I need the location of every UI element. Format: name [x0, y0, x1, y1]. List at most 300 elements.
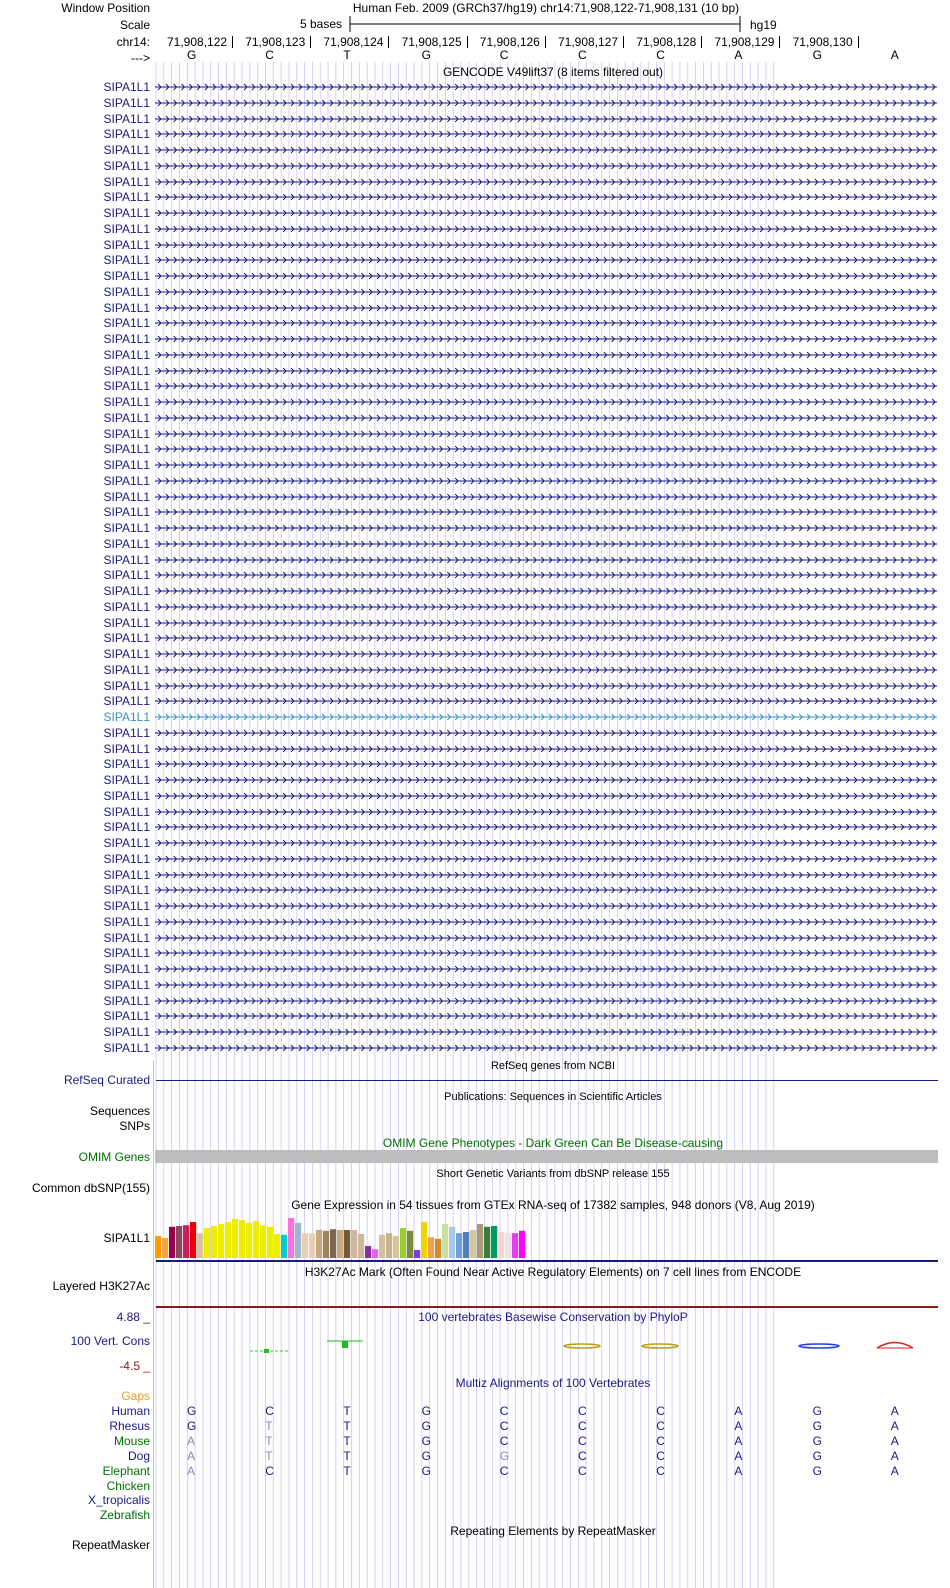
gtex-tissue-bar[interactable]	[323, 1231, 329, 1258]
window-position-label: Window Position	[61, 1, 150, 15]
gencode-transcript-label[interactable]: SIPA1L1	[103, 284, 150, 299]
gencode-transcript-line[interactable]	[155, 316, 939, 330]
species-label[interactable]: Chicken	[106, 1478, 150, 1493]
gtex-baseline	[156, 1260, 938, 1262]
gencode-transcript-line[interactable]	[155, 159, 939, 173]
alignment-base: T	[343, 1418, 351, 1433]
gencode-transcript-line[interactable]	[155, 962, 939, 976]
dbsnp-track-label[interactable]: Common dbSNP(155)	[31, 1181, 150, 1195]
refseq-track-label[interactable]: RefSeq Curated	[63, 1073, 150, 1087]
alignment-base: G	[421, 1404, 431, 1418]
species-label[interactable]: Mouse	[113, 1433, 150, 1448]
ruler-tick	[545, 36, 546, 48]
gencode-track-title[interactable]: GENCODE V49lift37 (8 items filtered out)	[442, 65, 664, 79]
ruler-tick	[779, 36, 780, 48]
gencode-transcript-line[interactable]	[155, 1041, 939, 1055]
species-label[interactable]: Zebrafish	[99, 1508, 150, 1523]
gencode-transcript-label[interactable]: SIPA1L1	[103, 300, 150, 315]
gencode-transcript-label[interactable]: SIPA1L1	[103, 363, 150, 378]
alignment-base: A	[734, 1448, 743, 1463]
gencode-transcript-line[interactable]	[155, 143, 939, 157]
gencode-transcript-label[interactable]: SIPA1L1	[103, 536, 150, 551]
species-label[interactable]: X_tropicalis	[87, 1493, 150, 1508]
ruler-tick	[858, 36, 859, 48]
alignment-base: C	[499, 1404, 509, 1418]
phylop-mark-c2	[564, 1344, 600, 1348]
gencode-transcript-line[interactable]	[155, 820, 939, 834]
phylop-graph[interactable]	[155, 1325, 939, 1375]
gtex-tissue-bar[interactable]	[204, 1228, 210, 1258]
alignment-base: G	[421, 1463, 431, 1478]
gtex-tissue-bar[interactable]	[358, 1234, 364, 1258]
gtex-tissue-bar[interactable]	[505, 1233, 511, 1258]
gencode-transcript-line[interactable]	[155, 206, 939, 220]
reference-base: C	[265, 48, 274, 62]
gtex-tissue-bar[interactable]	[239, 1220, 245, 1258]
gencode-transcript-line[interactable]	[155, 553, 939, 567]
assembly-position-text: Human Feb. 2009 (GRCh37/hg19) chr14:71,908,122-71,908,131 (10 bp)	[352, 1, 740, 15]
alignment-base: G	[812, 1463, 822, 1478]
gencode-transcript-line[interactable]	[155, 584, 939, 598]
phylop-track-label[interactable]: 100 Vert. Cons	[70, 1334, 150, 1348]
gencode-transcript-label[interactable]: SIPA1L1	[103, 946, 150, 961]
ruler-tick	[467, 36, 468, 48]
gencode-transcript-line[interactable]	[155, 931, 939, 945]
gencode-transcript-line[interactable]	[155, 836, 939, 850]
alignment-base: C	[499, 1463, 509, 1478]
gtex-tissue-bar[interactable]	[211, 1226, 217, 1258]
gencode-transcript-label[interactable]: SIPA1L1	[103, 269, 150, 283]
gtex-track-title[interactable]: Gene Expression in 54 tissues from GTEx RNA-seq of 17382 samples, 948 donors (V8, Aug 2019)	[291, 1198, 815, 1212]
gtex-tissue-bar[interactable]	[316, 1230, 322, 1258]
gencode-transcript-label[interactable]: SIPA1L1	[103, 237, 150, 252]
publications-label-snps[interactable]: SNPs	[119, 1119, 150, 1133]
gtex-tissue-bar[interactable]	[337, 1230, 343, 1258]
gencode-transcript-label[interactable]: SIPA1L1	[103, 143, 150, 157]
gencode-transcript-label[interactable]: SIPA1L1	[103, 505, 150, 520]
publications-label-sequences[interactable]: Sequences	[89, 1104, 150, 1118]
alignment-base: T	[343, 1463, 351, 1478]
alignment-base: G	[187, 1418, 197, 1433]
gencode-transcript-line[interactable]	[155, 112, 939, 126]
phylop-mark-t	[327, 1341, 363, 1348]
gtex-tissue-bar[interactable]	[267, 1227, 273, 1258]
gencode-transcript-line[interactable]	[155, 568, 939, 582]
gencode-transcript-line[interactable]	[155, 190, 939, 204]
gencode-transcript-line[interactable]	[155, 537, 939, 551]
omim-track-label[interactable]: OMIM Genes	[78, 1150, 150, 1164]
h3k27ac-track-title[interactable]: H3K27Ac Mark (Often Found Near Active Regulatory Elements) on 7 cell lines from ENCODE	[304, 1265, 802, 1279]
species-label[interactable]: Human	[111, 1404, 150, 1418]
gtex-tissue-bar[interactable]	[344, 1230, 350, 1258]
gtex-tissue-bar[interactable]	[260, 1225, 266, 1258]
gencode-transcript-label[interactable]: SIPA1L1	[103, 930, 150, 945]
gencode-transcript-line[interactable]	[155, 395, 939, 409]
alignment-base: T	[265, 1418, 273, 1433]
gencode-transcript-label[interactable]: SIPA1L1	[103, 631, 150, 646]
gencode-transcript-label[interactable]: SIPA1L1	[103, 410, 150, 425]
dbsnp-track-title[interactable]: Short Genetic Variants from dbSNP release 155	[436, 1168, 670, 1180]
gtex-tissue-bar[interactable]	[253, 1221, 259, 1258]
omim-gene-bar[interactable]	[155, 1150, 938, 1163]
gtex-tissue-bar[interactable]	[155, 1236, 161, 1258]
gencode-transcript-line[interactable]	[155, 348, 939, 362]
ruler-position: 71,908,129	[714, 35, 775, 49]
gencode-transcript-label[interactable]: SIPA1L1	[103, 221, 150, 236]
gtex-tissue-bar[interactable]	[246, 1223, 252, 1258]
species-label[interactable]: Rhesus	[109, 1418, 150, 1433]
gtex-tissue-bar[interactable]	[428, 1237, 434, 1258]
gtex-tissue-bar[interactable]	[379, 1235, 385, 1258]
gencode-transcript-label[interactable]: SIPA1L1	[103, 379, 150, 394]
gencode-transcript-label[interactable]: SIPA1L1	[103, 662, 150, 677]
gencode-transcript-label[interactable]: SIPA1L1	[103, 647, 150, 661]
ruler-position: 71,908,126	[479, 35, 540, 49]
gencode-transcript-label[interactable]: SIPA1L1	[103, 899, 150, 913]
gencode-transcript-label[interactable]: SIPA1L1	[103, 993, 150, 1008]
ruler-position: 71,908,125	[401, 35, 462, 49]
gencode-transcript-line[interactable]	[155, 364, 939, 378]
alignment-base: A	[890, 1418, 899, 1433]
ruler-tick	[623, 36, 624, 48]
publications-track-title[interactable]: Publications: Sequences in Scientific Articles	[444, 1091, 662, 1103]
gtex-tissue-bar[interactable]	[232, 1219, 238, 1258]
gencode-transcript-label[interactable]: SIPA1L1	[103, 804, 150, 819]
gtex-tissue-bar[interactable]	[176, 1226, 182, 1258]
gtex-track-label[interactable]: SIPA1L1	[103, 1231, 150, 1245]
gaps-label[interactable]: Gaps	[121, 1389, 150, 1403]
gencode-transcript-line[interactable]	[155, 253, 939, 267]
alignment-base: T	[265, 1448, 273, 1463]
alignment-base: C	[265, 1463, 274, 1478]
gencode-transcript-label[interactable]: SIPA1L1	[103, 867, 150, 882]
reference-base: C	[656, 48, 665, 62]
gencode-transcript-label[interactable]: SIPA1L1	[103, 1040, 150, 1055]
gencode-transcript-line[interactable]	[155, 868, 939, 882]
alignment-base: G	[812, 1404, 822, 1418]
gencode-transcript-label[interactable]: SIPA1L1	[103, 599, 150, 614]
gtex-tissue-bar[interactable]	[274, 1234, 280, 1258]
gencode-transcript-line[interactable]	[155, 915, 939, 929]
gtex-tissue-bar[interactable]	[491, 1226, 497, 1258]
gencode-transcript-label[interactable]: SIPA1L1	[103, 773, 150, 787]
phylop-mark-c3	[642, 1344, 678, 1348]
multiz-track-title[interactable]: Multiz Alignments of 100 Vertebrates	[455, 1376, 651, 1390]
db-text: hg19	[750, 18, 777, 32]
gtex-tissue-bar[interactable]	[351, 1230, 357, 1258]
gencode-transcript-label[interactable]: SIPA1L1	[103, 80, 150, 94]
species-label[interactable]: Dog	[127, 1448, 150, 1463]
reference-base: A	[890, 48, 899, 62]
gencode-transcript-line[interactable]	[155, 789, 939, 803]
gtex-tissue-bar[interactable]	[477, 1224, 483, 1258]
gtex-tissue-bar[interactable]	[281, 1235, 287, 1258]
gencode-transcript-line[interactable]	[155, 946, 939, 960]
gtex-tissue-bar[interactable]	[162, 1238, 168, 1258]
h3k27ac-track-label[interactable]: Layered H3K27Ac	[52, 1279, 150, 1293]
gencode-transcript-line[interactable]	[155, 883, 939, 897]
gtex-tissue-bar[interactable]	[463, 1232, 469, 1258]
gencode-transcript-label[interactable]: SIPA1L1	[103, 552, 150, 567]
gencode-transcript-line[interactable]	[155, 411, 939, 425]
gtex-tissue-bar[interactable]	[400, 1228, 406, 1258]
alignment-base: G	[421, 1418, 431, 1433]
gtex-tissue-bar[interactable]	[365, 1246, 371, 1258]
gencode-transcript-label[interactable]: SIPA1L1	[103, 95, 150, 110]
alignment-base: C	[499, 1418, 509, 1433]
alignment-base: C	[656, 1448, 665, 1463]
scale-text: 5 bases	[300, 17, 343, 31]
gencode-transcript-label[interactable]: SIPA1L1	[103, 395, 150, 409]
alignment-base: A	[734, 1463, 743, 1478]
alignment-base: T	[343, 1433, 351, 1448]
gtex-tissue-bar[interactable]	[449, 1227, 455, 1258]
alignment-base: A	[890, 1463, 899, 1478]
alignment-base: A	[187, 1463, 196, 1478]
gencode-transcript-line[interactable]	[155, 175, 939, 189]
gencode-transcript-label[interactable]: SIPA1L1	[103, 962, 150, 976]
alignment-base: G	[421, 1448, 431, 1463]
gencode-transcript-line[interactable]	[155, 222, 939, 236]
gencode-transcript-line[interactable]	[155, 285, 939, 299]
gencode-transcript-line[interactable]	[155, 505, 939, 519]
gtex-tissue-bar[interactable]	[470, 1230, 476, 1258]
gtex-tissue-bar[interactable]	[498, 1232, 504, 1258]
gencode-transcript-label[interactable]: SIPA1L1	[103, 190, 150, 205]
gtex-tissue-bar[interactable]	[456, 1233, 462, 1258]
gencode-transcript-label[interactable]: SIPA1L1	[103, 1025, 150, 1039]
gencode-transcript-label[interactable]: SIPA1L1	[103, 914, 150, 929]
label-separator	[153, 1060, 154, 1588]
alignment-base: G	[812, 1433, 822, 1448]
gencode-transcript-label[interactable]: SIPA1L1	[103, 347, 150, 362]
reference-base: G	[812, 48, 822, 62]
gencode-transcript-line[interactable]	[155, 332, 939, 346]
gencode-transcript-line[interactable]	[155, 726, 939, 740]
ruler-position: 71,908,122	[167, 35, 228, 49]
gtex-expression-chart[interactable]	[155, 1212, 535, 1260]
gencode-transcript-label[interactable]: SIPA1L1	[103, 442, 150, 457]
gencode-transcript-line[interactable]	[155, 852, 939, 866]
gtex-tissue-bar[interactable]	[512, 1233, 518, 1258]
gencode-transcript-label[interactable]: SIPA1L1	[103, 788, 150, 803]
gencode-transcript-line[interactable]	[155, 521, 939, 535]
gencode-transcript-line[interactable]	[155, 301, 939, 315]
chrom-label: chr14:	[116, 35, 150, 49]
gencode-transcript-line[interactable]	[155, 379, 939, 393]
gtex-tissue-bar[interactable]	[288, 1218, 294, 1258]
gencode-transcript-label[interactable]: SIPA1L1	[103, 977, 150, 992]
gencode-transcript-label[interactable]: SIPA1L1	[103, 710, 150, 724]
gencode-transcript-line[interactable]	[155, 710, 939, 724]
alignment-base: C	[578, 1448, 587, 1463]
gencode-transcript-line[interactable]	[155, 442, 939, 456]
gencode-transcript-line[interactable]	[155, 994, 939, 1008]
ruler-position: 71,908,130	[792, 35, 853, 49]
gtex-tissue-bar[interactable]	[407, 1231, 413, 1258]
gencode-transcript-label[interactable]: SIPA1L1	[103, 521, 150, 535]
alignment-base: C	[578, 1418, 587, 1433]
gencode-transcript-label[interactable]: SIPA1L1	[103, 694, 150, 709]
alignment-base: G	[499, 1448, 510, 1463]
alignment-base: A	[734, 1433, 743, 1448]
gtex-tissue-bar[interactable]	[295, 1223, 301, 1258]
gtex-tissue-bar[interactable]	[330, 1229, 336, 1258]
gencode-transcript-label[interactable]: SIPA1L1	[103, 568, 150, 583]
gencode-transcript-line[interactable]	[155, 600, 939, 614]
alignment-base: C	[656, 1418, 665, 1433]
phylop-track-title[interactable]: 100 vertebrates Basewise Conservation by PhyloP	[418, 1310, 688, 1324]
gencode-transcript-line[interactable]	[155, 490, 939, 504]
alignment-base: C	[578, 1404, 587, 1418]
reference-base: G	[187, 48, 197, 62]
refseq-track-title[interactable]: RefSeq genes from NCBI	[490, 1060, 616, 1072]
gencode-transcript-label[interactable]: SIPA1L1	[103, 332, 150, 346]
gencode-transcript-label[interactable]: SIPA1L1	[103, 458, 150, 472]
gencode-transcript-label[interactable]: SIPA1L1	[103, 1009, 150, 1024]
gtex-tissue-bar[interactable]	[414, 1250, 420, 1258]
gencode-transcript-line[interactable]	[155, 694, 939, 708]
gencode-transcript-line[interactable]	[155, 773, 939, 787]
gencode-transcript-line[interactable]	[155, 269, 939, 283]
gencode-transcript-label[interactable]: SIPA1L1	[103, 316, 150, 331]
gencode-transcript-line[interactable]	[155, 1025, 939, 1039]
gencode-transcript-label[interactable]: SIPA1L1	[103, 426, 150, 441]
repeatmasker-track-title[interactable]: Repeating Elements by RepeatMasker	[450, 1524, 656, 1538]
h3k27ac-baseline	[156, 1306, 938, 1308]
alignment-base: T	[343, 1404, 351, 1418]
gencode-transcript-line[interactable]	[155, 631, 939, 645]
gencode-transcript-line[interactable]	[155, 899, 939, 913]
gtex-tissue-bar[interactable]	[372, 1249, 378, 1258]
alignment-base: T	[343, 1448, 351, 1463]
gtex-tissue-bar[interactable]	[484, 1227, 490, 1258]
scale-label: Scale	[119, 18, 150, 32]
gencode-transcript-label[interactable]: SIPA1L1	[103, 883, 150, 898]
ruler-tick	[388, 36, 389, 48]
ruler-position: 71,908,124	[323, 35, 384, 49]
alignment-base: G	[812, 1418, 822, 1433]
gtex-tissue-bar[interactable]	[183, 1225, 189, 1258]
alignment-base: G	[421, 1433, 431, 1448]
gencode-transcript-line[interactable]	[155, 127, 939, 141]
gencode-transcript-line[interactable]	[155, 978, 939, 992]
ruler-tick	[232, 36, 233, 48]
gencode-transcript-label[interactable]: SIPA1L1	[103, 836, 150, 850]
alignment-base: C	[656, 1433, 665, 1448]
gtex-tissue-bar[interactable]	[197, 1233, 203, 1258]
reference-base: A	[734, 48, 743, 62]
gencode-transcript-line[interactable]	[155, 238, 939, 252]
gencode-transcript-label[interactable]: SIPA1L1	[103, 820, 150, 835]
gencode-transcript-line[interactable]	[155, 616, 939, 630]
ruler-position: 71,908,127	[558, 35, 619, 49]
phylop-mark-c	[250, 1349, 288, 1353]
reference-base: T	[343, 48, 351, 62]
gencode-transcript-label[interactable]: SIPA1L1	[103, 741, 150, 756]
gtex-tissue-bar[interactable]	[435, 1239, 441, 1258]
gencode-transcript-line[interactable]	[155, 458, 939, 472]
ruler-tick	[310, 36, 311, 48]
ruler-position: 71,908,123	[245, 35, 306, 49]
phylop-max-label: 4.88 _	[116, 1310, 150, 1324]
gtex-tissue-bar[interactable]	[225, 1222, 231, 1258]
gencode-transcript-label[interactable]: SIPA1L1	[103, 111, 150, 126]
phylop-mark-a	[877, 1343, 913, 1349]
gtex-tissue-bar[interactable]	[169, 1227, 175, 1258]
alignment-base: C	[265, 1404, 274, 1418]
alignment-base: A	[187, 1448, 196, 1463]
reference-base: C	[578, 48, 587, 62]
ruler-tick	[701, 36, 702, 48]
gencode-transcript-label[interactable]: SIPA1L1	[103, 678, 150, 693]
alignment-base: A	[187, 1433, 196, 1448]
gencode-transcript-line[interactable]	[155, 474, 939, 488]
gencode-transcript-label[interactable]: SIPA1L1	[103, 489, 150, 504]
alignment-base: C	[578, 1463, 587, 1478]
ruler-position: 71,908,128	[636, 35, 697, 49]
alignment-base: C	[656, 1463, 665, 1478]
gencode-transcript-line[interactable]	[155, 80, 939, 94]
phylop-mark-g	[799, 1344, 839, 1348]
alignment-base: G	[187, 1404, 197, 1418]
gencode-transcript-line[interactable]	[155, 742, 939, 756]
alignment-base: A	[890, 1404, 899, 1418]
gencode-transcript-label[interactable]: SIPA1L1	[103, 253, 150, 268]
gtex-tissue-bar[interactable]	[218, 1224, 224, 1258]
repeatmasker-track-label[interactable]: RepeatMasker	[71, 1538, 150, 1552]
reference-base: G	[421, 48, 431, 62]
gtex-tissue-bar[interactable]	[190, 1222, 196, 1258]
gtex-tissue-bar[interactable]	[302, 1233, 308, 1258]
gtex-tissue-bar[interactable]	[309, 1233, 315, 1258]
gencode-transcript-line[interactable]	[155, 647, 939, 661]
gencode-transcript-line[interactable]	[155, 427, 939, 441]
gencode-transcript-label[interactable]: SIPA1L1	[103, 757, 150, 772]
phylop-min-label: -4.5 _	[119, 1359, 150, 1373]
scale-bar	[345, 14, 747, 34]
gencode-transcript-label[interactable]: SIPA1L1	[103, 584, 150, 598]
refseq-line[interactable]	[156, 1080, 938, 1081]
omim-track-title[interactable]: OMIM Gene Phenotypes - Dark Green Can Be Disease-causing	[382, 1136, 724, 1150]
species-label[interactable]: Elephant	[102, 1463, 150, 1478]
gtex-tissue-bar[interactable]	[442, 1224, 448, 1258]
alignment-base: A	[890, 1433, 899, 1448]
gencode-transcript-line[interactable]	[155, 1009, 939, 1023]
gencode-transcript-line[interactable]	[155, 805, 939, 819]
gencode-transcript-label[interactable]: SIPA1L1	[103, 174, 150, 189]
gtex-tissue-bar[interactable]	[393, 1236, 399, 1258]
gtex-tissue-bar[interactable]	[421, 1222, 427, 1258]
gencode-transcript-label[interactable]: SIPA1L1	[103, 851, 150, 866]
gtex-tissue-bar[interactable]	[386, 1233, 392, 1258]
gencode-transcript-label[interactable]: SIPA1L1	[103, 473, 150, 488]
gencode-transcript-label[interactable]: SIPA1L1	[103, 158, 150, 173]
alignment-base: C	[499, 1433, 509, 1448]
gencode-transcript-line[interactable]	[155, 757, 939, 771]
gencode-transcript-line[interactable]	[155, 663, 939, 677]
gencode-transcript-label[interactable]: SIPA1L1	[103, 725, 150, 740]
gencode-transcript-line[interactable]	[155, 679, 939, 693]
strand-arrow-label: --->	[131, 51, 150, 65]
alignment-base: A	[890, 1448, 899, 1463]
alignment-base: A	[734, 1418, 743, 1433]
gtex-tissue-bar[interactable]	[519, 1231, 525, 1258]
gencode-transcript-label[interactable]: SIPA1L1	[103, 615, 150, 630]
gencode-transcript-label[interactable]: SIPA1L1	[103, 127, 150, 142]
gencode-transcript-label[interactable]: SIPA1L1	[103, 206, 150, 220]
gencode-transcript-line[interactable]	[155, 96, 939, 110]
